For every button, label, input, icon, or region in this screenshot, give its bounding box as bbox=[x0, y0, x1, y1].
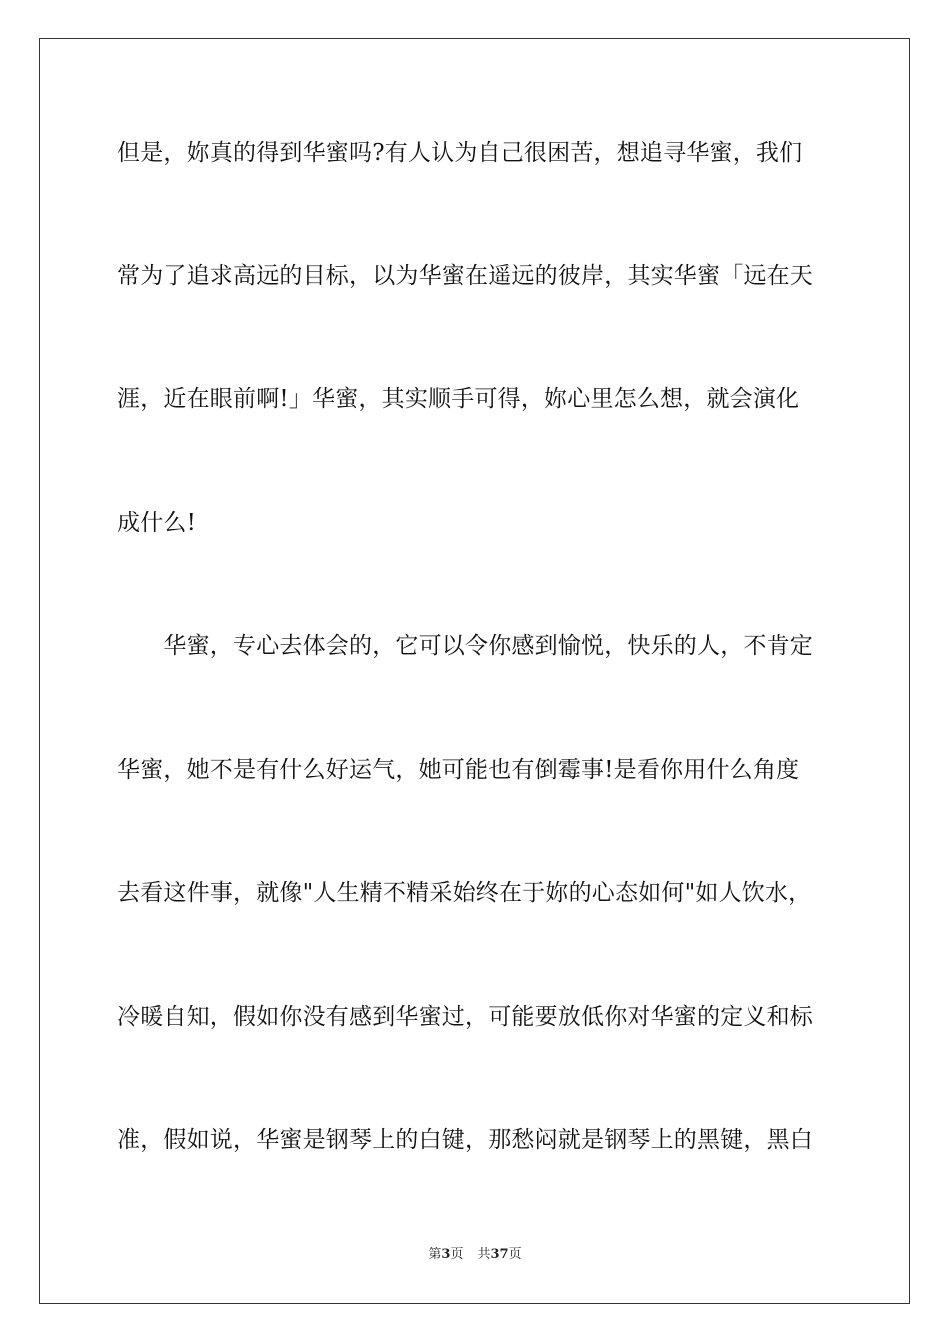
text-line: 成什么! bbox=[117, 510, 197, 536]
total-prefix: 共 bbox=[477, 1247, 491, 1262]
text-line: 华蜜，专心去体会的，它可以令你感到愉悦，快乐的人，不肯定 bbox=[117, 633, 813, 659]
text-line: 去看这件事，就像"人生精不精采始终在于妳的心态如何"如人饮水， bbox=[117, 880, 812, 906]
page-frame bbox=[39, 38, 910, 1304]
total-pages: 37 bbox=[490, 1247, 509, 1262]
text-line: 华蜜，她不是有什么好运气，她可能也有倒霉事!是看你用什么角度 bbox=[117, 757, 800, 783]
text-line: 但是，妳真的得到华蜜吗?有人认为自己很困苦，想追寻华蜜，我们 bbox=[117, 140, 803, 166]
text-line: 涯，近在眼前啊!」华蜜，其实顺手可得，妳心里怎么想，就会演化 bbox=[117, 386, 800, 412]
text-line: 常为了追求高远的目标，以为华蜜在遥远的彼岸，其实华蜜「远在天 bbox=[117, 263, 813, 289]
text-line: 准，假如说，华蜜是钢琴上的白键，那愁闷就是钢琴上的黑键，黑白 bbox=[117, 1127, 813, 1153]
text-line: 冷暖自知，假如你没有感到华蜜过，可能要放低你对华蜜的定义和标 bbox=[117, 1004, 813, 1030]
page-number: 3 bbox=[441, 1247, 451, 1262]
page-suffix: 页 bbox=[450, 1247, 464, 1262]
page-prefix: 第 bbox=[428, 1247, 442, 1262]
page-footer bbox=[0, 1246, 950, 1264]
total-suffix: 页 bbox=[508, 1247, 522, 1262]
